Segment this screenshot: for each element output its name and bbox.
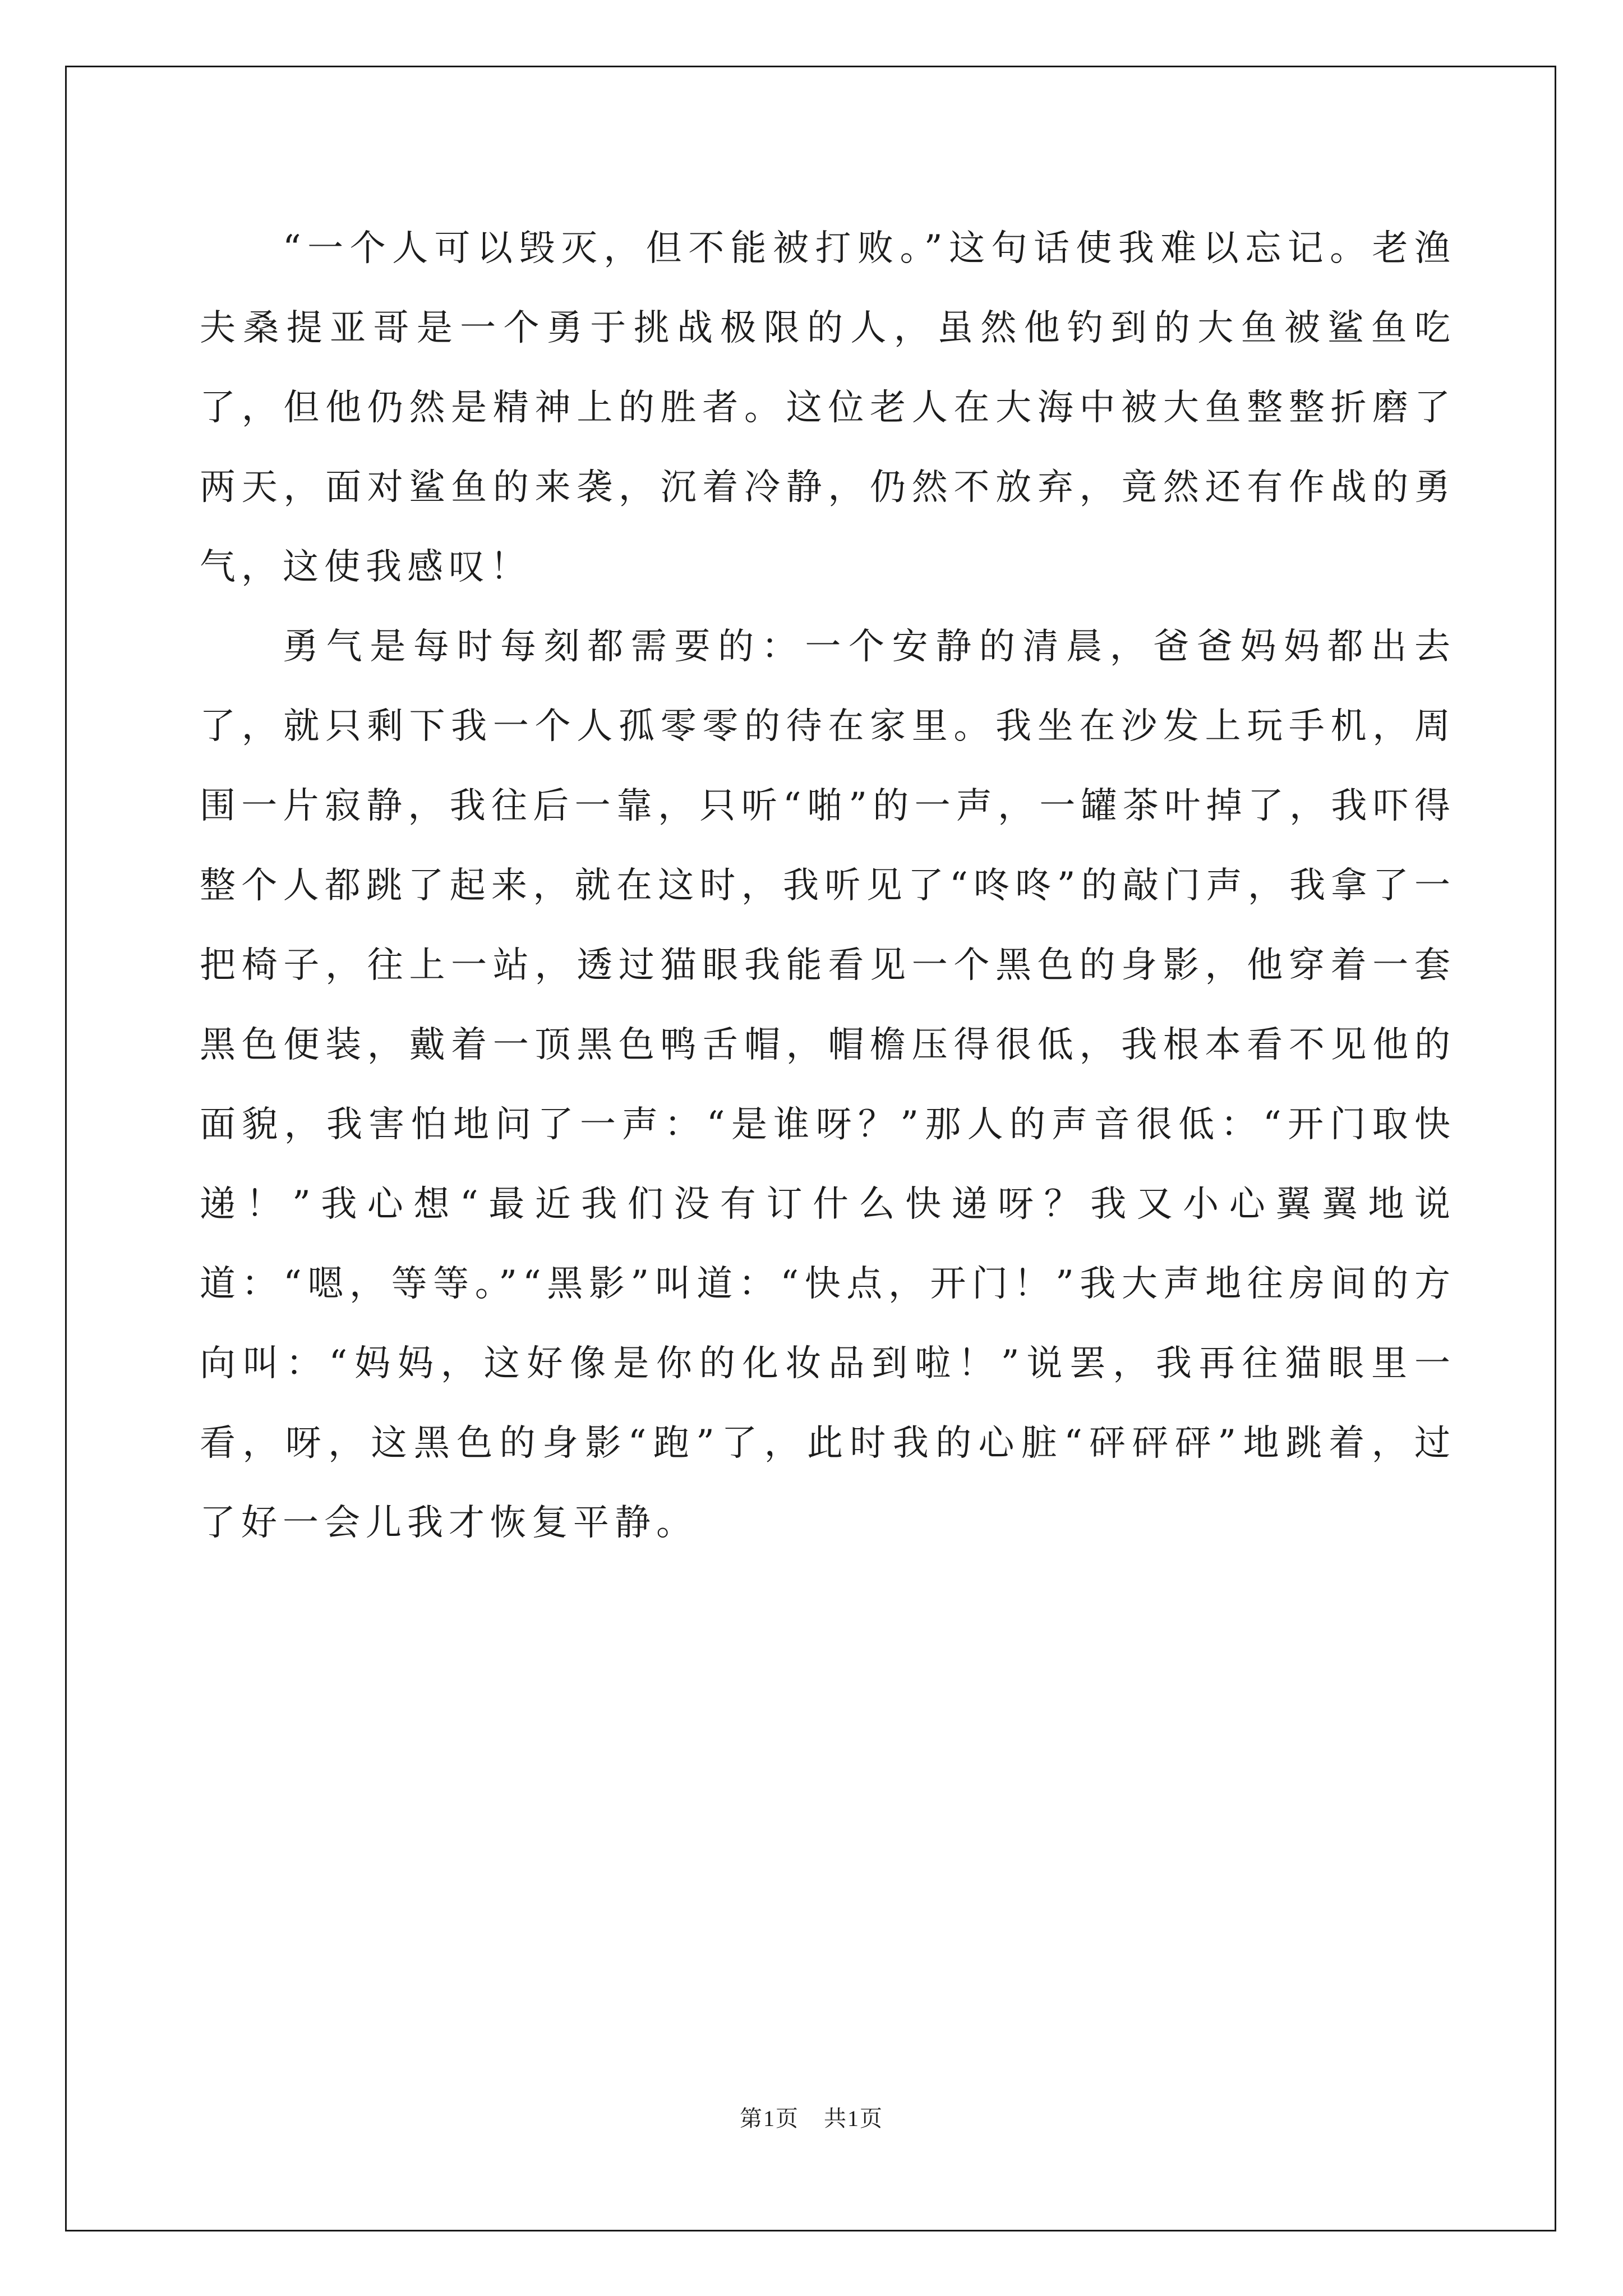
paragraph-1: “一个人可以毁灭，但不能被打败。”这句话使我难以忘记。老渔夫桑提亚哥是一个勇于挑战极限的人，虽然他钓到的大鱼被鲨鱼吃了，但他仍然是精神上的胜者。这位老人在大海中被大鱼整整折磨了两天，面对鲨鱼的来袭，沉着冷静，仍然不放弃，竟然还有作战的勇气，这使我感叹！ [200,228,1456,588]
document-body [200,209,1456,1563]
page-total: 共1页 [824,2106,883,2131]
paragraph-2: 勇气是每时每刻都需要的：一个安静的清晨，爸爸妈妈都出去了，就只剩下我一个人孤零零的待在家里。我坐在沙发上玩手机，周围一片寂静，我往后一靠，只听“啪”的一声，一罐茶叶掉了，我吓得整个人都跳了起来，就在这时，我听见了“咚咚”的敲门声，我拿了一把椅子，往上一站，透过猫眼我能看见一个黑色的身影，他穿着一套黑色便装，戴着一顶黑色鸭舌帽，帽檐压得很低，我根本看不见他的面貌，我害怕地问了一声：“是谁呀？”那人的声音很低：“开门取快递！”我心想“最近我们没有订什么快递呀？我又小心翼翼地说道：“嗯，等等。”“黑影”叫道：“快点，开门！”我大声地往房间的方向叫：“妈妈，这好像是你的化妆品到啦！”说罢，我再往猫眼里一看，呀，这黑色的身影“跑”了，此时我的心脏“砰砰砰”地跳着，过了好一会儿我才恢复平静。 [200,626,1456,1544]
page-footer [0,2101,1623,2133]
page-number: 第1页 [740,2106,799,2131]
